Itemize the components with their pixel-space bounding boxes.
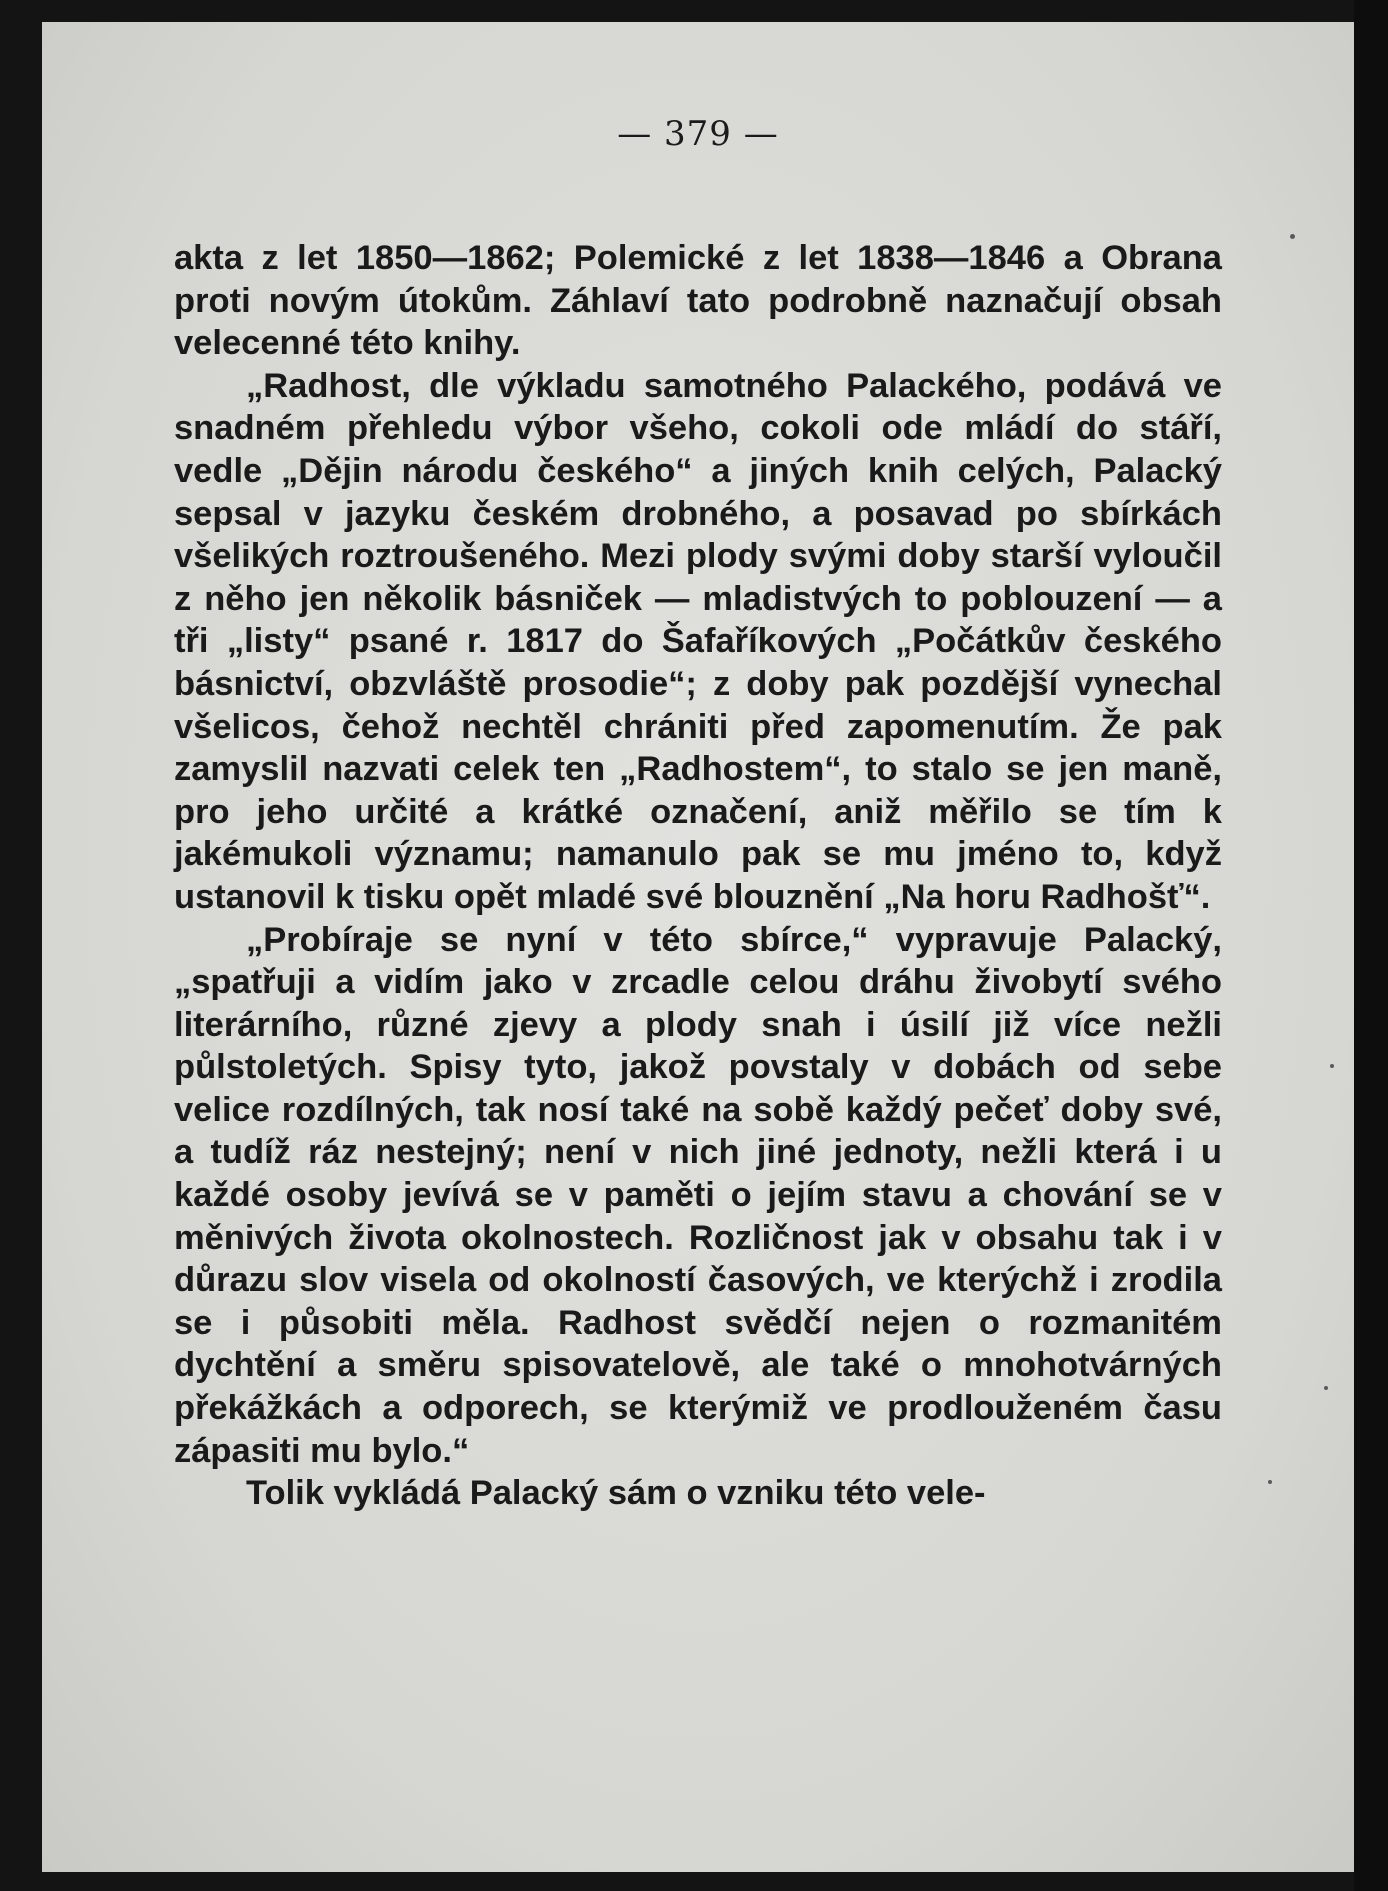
body-text — [174, 237, 1222, 1515]
paper-speck — [1268, 1480, 1272, 1484]
paragraph-1: akta z let 1850—1862; Polemické z let 1838—1846 a Obrana proti novým útokům. Záhlaví tato podrobně naznačují obsah velecenné této knihy. — [174, 239, 1222, 363]
book-page — [42, 22, 1354, 1872]
paper-speck — [1324, 1386, 1328, 1390]
scan-edge — [1354, 0, 1388, 1891]
paragraph-3: „Probíraje se nyní v této sbírce,“ vypravuje Palacký, „spatřuji a vidím jako v zrcadle celou dráhu živobytí svého literárního, různé zjevy a plody snah i úsilí již více nežli půlstoletých. Spisy tyto, jakož povstaly v dobách od sebe velice rozdílných, tak nosí také na sobě každý pečeť doby své, a tudíž ráz nestejný; není v nich jiné jednoty, nežli která i u každé osoby jevívá se v paměti o jejím stavu a chování se v měnivých života okolnostech. Rozličnost jak v obsahu tak i v důrazu slov visela od okolností časových, ve kterýchž i zrodila se i působiti měla. Radhost svědčí nejen o rozmanitém dychtění a směru spisovatelově, ale také o mnohotvárných překážkách a odporech, se kterýmiž ve prodlouženém času zápasiti mu bylo.“ — [174, 920, 1222, 1470]
paragraph-2: „Radhost, dle výkladu samotného Palackého, podává ve snadném přehledu výbor všeho, cokoli ode mládí do stáří, vedle „Dějin národu českého“ a jiných knih celých, Palacký sepsal v jazyku českém drobného, a posavad po sbírkách všelikých roztroušeného. Mezi plody svými doby starší vyloučil z něho jen několik básniček — mladistvých to poblouzení — a tři „listy“ psané r. 1817 do Šafaříkových „Počátkův českého básnictví, obzvláště prosodie“; z doby pak pozdější vynechal všelicos, čehož nechtěl chrániti před zapomenutím. Že pak zamyslil nazvati celek ten „Radhostem“, to stalo se jen maně, pro jeho určité a krátké označení, aniž měřilo se tím k jakémukoli významu; namanulo pak se mu jméno to, když ustanovil k tisku opět mladé své blouznění „Na horu Radhošť“. — [174, 366, 1222, 916]
page-number: — 379 — — [617, 114, 779, 154]
paper-speck — [1290, 234, 1295, 239]
paper-speck — [1330, 1064, 1334, 1068]
paragraph-4: Tolik vykládá Palacký sám o vzniku této vele- — [246, 1474, 986, 1513]
